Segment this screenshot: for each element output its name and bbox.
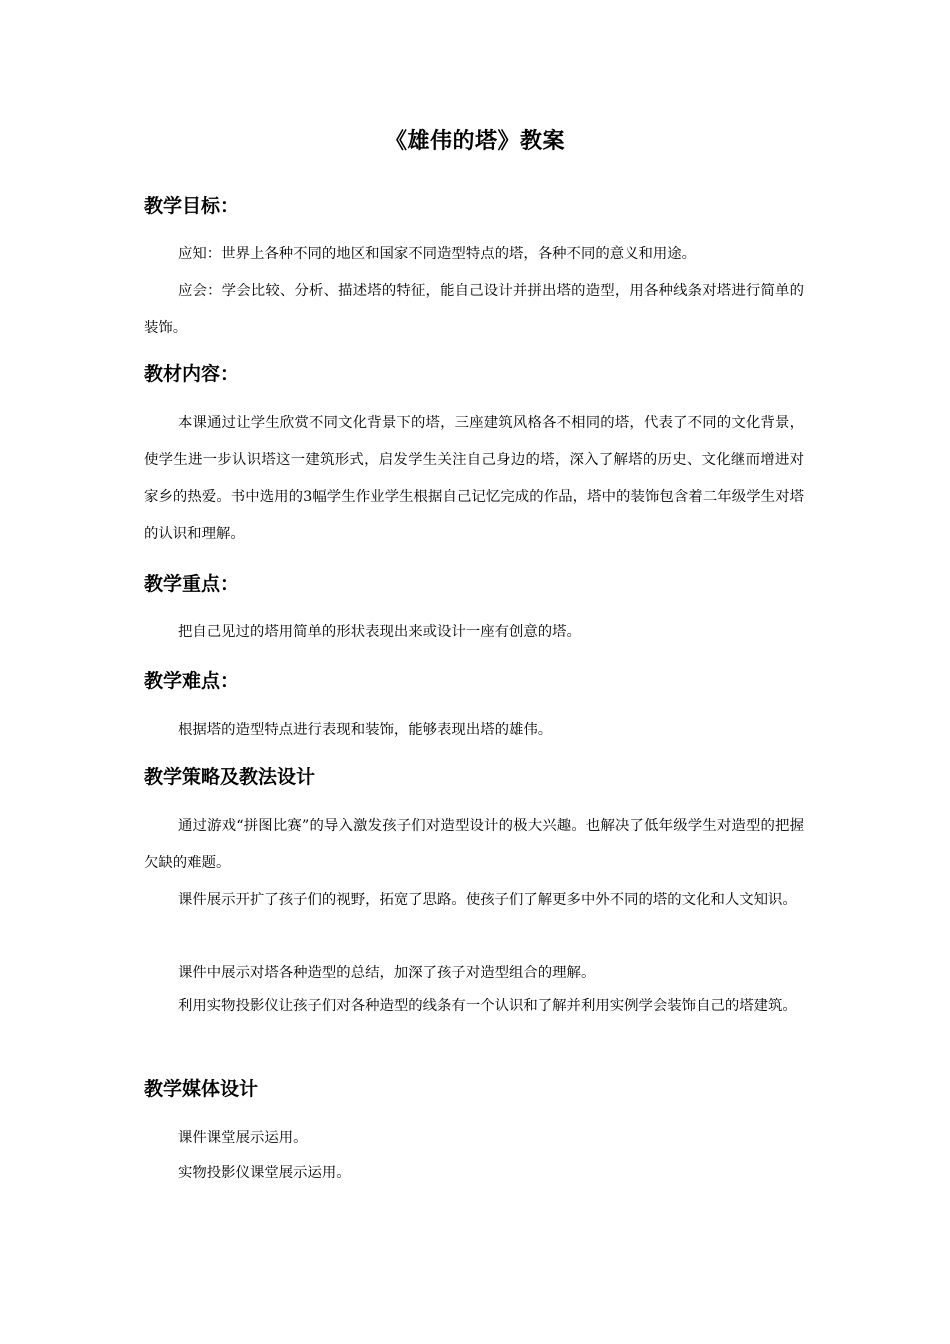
- section-heading-content: 教材内容：: [144, 363, 240, 385]
- section-paragraph: 通过游戏“拼图比赛”的导入激发孩子们对造型设计的极大兴趣。也解决了低年级学生对造型的把握欠缺的难题。: [144, 818, 804, 871]
- section-paragraph: 应知：世界上各种不同的地区和国家不同造型特点的塔，各种不同的意义和用途。: [178, 246, 697, 262]
- section-paragraph: 本课通过让学生欣赏不同文化背景下的塔，三座建筑风格各不相同的塔，代表了不同的文化背景，使学生进一步认识塔这一建筑形式，启发学生关注自己身边的塔，深入了解塔的历史、文化继而增进对家乡的热爱。书中选用的3幅学生作业学生根据自己记忆完成的作品，塔中的装饰包含着二年级学生对塔的认识和理解。: [144, 415, 804, 542]
- section-heading-difficulties: 教学难点：: [144, 670, 240, 692]
- section-heading-media: 教学媒体设计: [144, 1078, 259, 1100]
- section-paragraph: 根据塔的造型特点进行表现和装饰，能够表现出塔的雄伟。: [178, 722, 553, 738]
- section-heading-strategy: 教学策略及教法设计: [144, 766, 316, 788]
- section-paragraph: 课件中展示对塔各种造型的总结，加深了孩子对造型组合的理解。: [178, 965, 596, 981]
- section-heading-objectives: 教学目标：: [144, 195, 240, 217]
- section-paragraph: 把自己见过的塔用简单的形状表现出来或设计一座有创意的塔。: [178, 624, 581, 640]
- document-title: 《雄伟的塔》教案: [384, 129, 565, 154]
- section-paragraph: 实物投影仪课堂展示运用。: [178, 1165, 351, 1181]
- section-paragraph: 利用实物投影仪让孩子们对各种造型的线条有一个认识和了解并利用实例学会装饰自己的塔建筑。: [178, 998, 797, 1014]
- section-paragraph: 课件展示开扩了孩子们的视野，拓宽了思路。使孩子们了解更多中外不同的塔的文化和人文知识。: [178, 892, 797, 908]
- section-paragraph: 应会：学会比较、分析、描述塔的特征，能自己设计并拼出塔的造型，用各种线条对塔进行简单的装饰。: [144, 283, 804, 336]
- section-paragraph: 课件课堂展示运用。: [178, 1130, 308, 1146]
- section-heading-key-points: 教学重点：: [144, 573, 240, 595]
